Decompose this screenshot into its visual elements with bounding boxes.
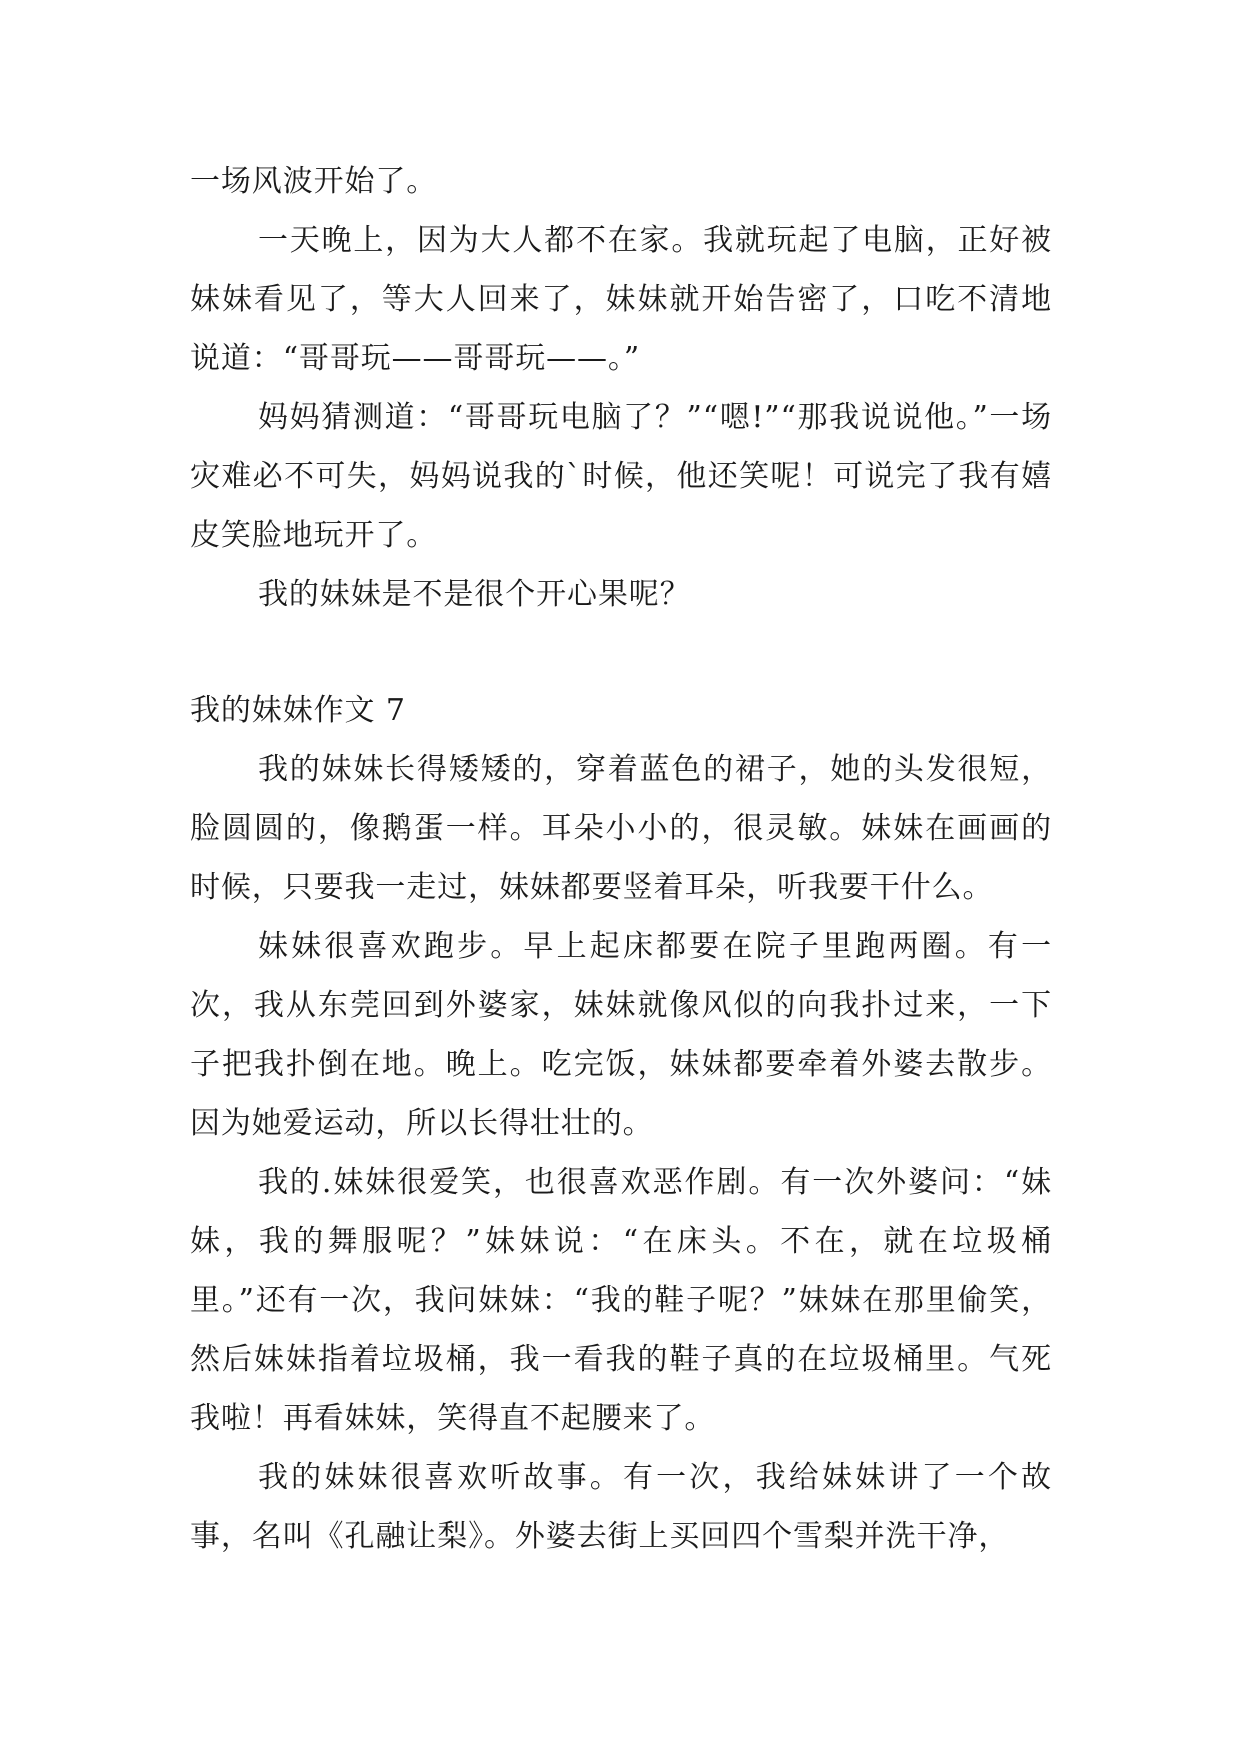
document-page xyxy=(190,152,1052,1566)
paragraph: 一场风波开始了。 xyxy=(190,164,438,199)
paragraph: 我的妹妹是不是很个开心果呢？ xyxy=(258,577,691,612)
paragraph: 一天晚上，因为大人都不在家。我就玩起了电脑，正好被妹妹看见了，等大人回来了，妹妹就开始告密了，口吃不清地说道：“哥哥玩——哥哥玩——。” xyxy=(190,223,1052,376)
paragraph: 妹妹很喜欢跑步。早上起床都要在院子里跑两圈。有一次，我从东莞回到外婆家，妹妹就像风似的向我扑过来，一下子把我扑倒在地。晚上。吃完饭，妹妹都要牵着外婆去散步。因为她爱运动，所以长得壮壮的。 xyxy=(190,929,1052,1141)
section-title: 我的妹妹作文 7 xyxy=(190,693,406,728)
paragraph: 妈妈猜测道：“哥哥玩电脑了？”“嗯!”“那我说说他。”一场灾难必不可失，妈妈说我的`时候，他还笑呢！可说完了我有嬉皮笑脸地玩开了。 xyxy=(190,400,1052,553)
paragraph: 我的妹妹很喜欢听故事。有一次，我给妹妹讲了一个故事，名叫《孔融让梨》。外婆去街上买回四个雪梨并洗干净， xyxy=(190,1460,1052,1554)
paragraph: 我的妹妹长得矮矮的，穿着蓝色的裙子，她的头发很短，脸圆圆的，像鹅蛋一样。耳朵小小的，很灵敏。妹妹在画画的时候，只要我一走过，妹妹都要竖着耳朵，听我要干什么。 xyxy=(190,752,1052,905)
paragraph: 我的.妹妹很爱笑，也很喜欢恶作剧。有一次外婆问：“妹妹，我的舞服呢？”妹妹说：“在床头。不在，就在垃圾桶里。”还有一次，我问妹妹：“我的鞋子呢？”妹妹在那里偷笑，然后妹妹指着垃圾桶，我一看我的鞋子真的在垃圾桶里。气死我啦！再看妹妹，笑得直不起腰来了。 xyxy=(190,1165,1052,1436)
